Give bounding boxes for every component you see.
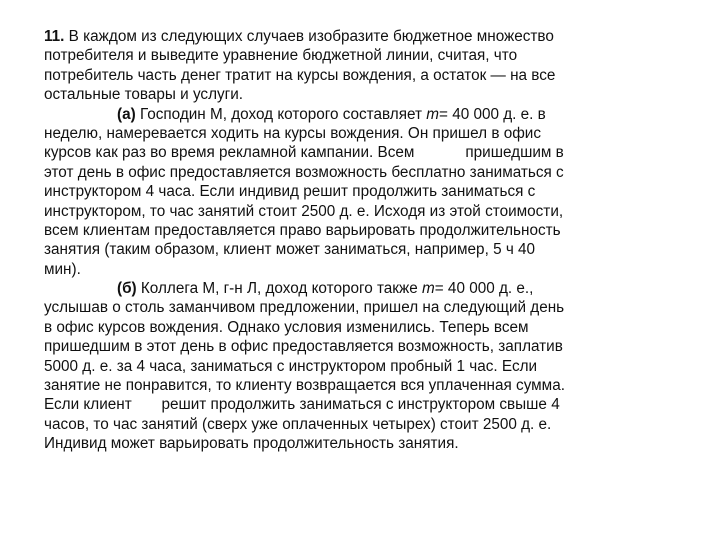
part-a-first-line (44, 105, 680, 124)
intro-line: остальные товары и услуги. (44, 86, 244, 104)
part-b-line: Индивид может варьировать продолжительность занятия. (44, 435, 459, 453)
income-variable: m (422, 280, 435, 298)
part-b-line: 5000 д. е. за 4 часа, заниматься с инструктором пробный 1 час. Если (44, 357, 538, 375)
part-a-line: курсов как раз во время рекламной кампании. Всем пришедшим в (44, 144, 564, 162)
problem-number: 11. (44, 28, 65, 45)
intro-line: потребитель часть денег тратит на курсы вождения, а остаток — на все (44, 66, 556, 84)
part-a-line: этот день в офис предоставляется возможность бесплатно заниматься с (44, 163, 564, 181)
income-variable: m (426, 105, 440, 123)
intro-line (44, 27, 680, 46)
part-a-line: всем клиентам предоставляется право варьировать продолжительность (44, 221, 561, 239)
part-a-line: инструктором 4 часа. Если индивид решит продолжить заниматься с (44, 183, 536, 201)
part-a-line: инструктором, то час занятий стоит 2500 д. е. Исходя из этой стоимости, (44, 202, 564, 220)
part-a-line: мин). (44, 260, 81, 278)
part-b-first-line (44, 279, 680, 298)
part-b-line: пришедшим в этот день в офис предоставляется возможность, заплатив (44, 338, 563, 356)
part-b-line: занятие не понравится, то клиенту возвращается вся уплаченная сумма. (44, 377, 565, 395)
problem-text (44, 27, 680, 454)
part-b-line: часов, то час занятий (сверх уже оплаченных четырех) стоит 2500 д. е. (44, 415, 552, 433)
part-b-line: Если клиент решит продолжить заниматься с инструктором свыше 4 (44, 396, 560, 414)
part-b-income: = 40 000 д. е., (434, 280, 534, 298)
intro-line: потребителя и выведите уравнение бюджетной линии, считая, что (44, 47, 518, 65)
part-a-marker: (а) (117, 105, 136, 123)
intro-text: В каждом из следующих случаев изобразите бюджетное множество (64, 28, 554, 45)
part-a-line: неделю, намеревается ходить на курсы вождения. Он пришел в офис (44, 124, 541, 142)
part-b-line: услышав о столь заманчивом предложении, пришел на следующий день (44, 299, 565, 317)
part-a-income: = 40 000 д. е. в (439, 105, 546, 123)
part-b-line: в офис курсов вождения. Однако условия изменились. Теперь всем (44, 318, 529, 336)
part-a-text: Господин М, доход которого составляет (135, 105, 427, 123)
part-b-text: Коллега М, г-н Л, доход которого также (136, 280, 422, 298)
part-a-line: занятия (таким образом, клиент может заниматься, например, 5 ч 40 (44, 241, 536, 259)
part-b-marker: (б) (117, 280, 137, 298)
